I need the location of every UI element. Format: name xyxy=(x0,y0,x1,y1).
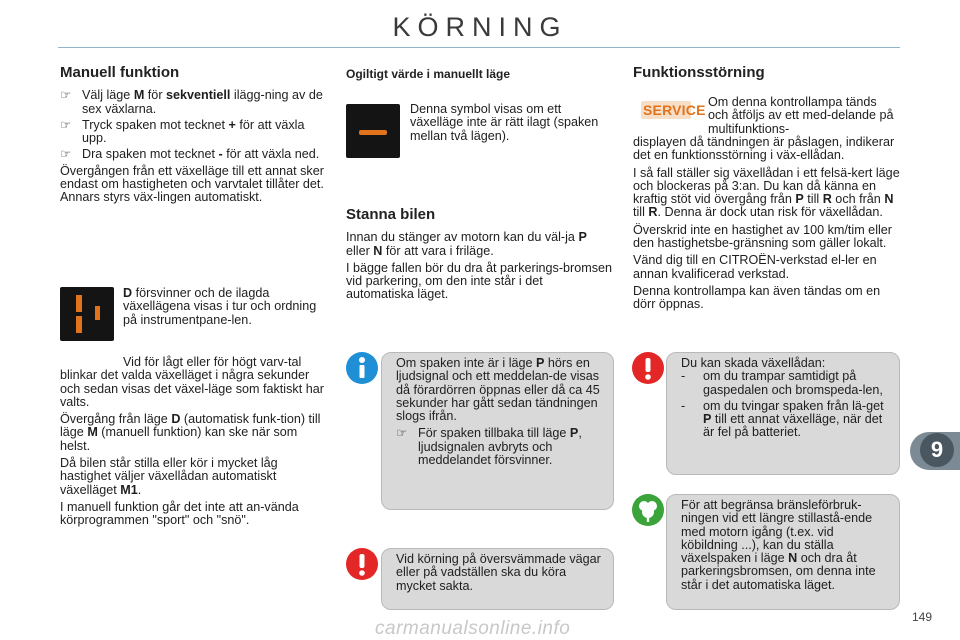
malfunction-intro: Om denna kontrollampa tänds och åtföljs av ett med-delande på multifunktions- xyxy=(708,95,894,136)
list-item: - om du tvingar spaken från lä-get P till ett annat växelläge, när det är fel på batteriet. xyxy=(681,398,884,440)
d-disappears-text: D försvinner och de ilagda växellägena visas i tur och ordning på instrumentpane-len. xyxy=(123,286,317,327)
pointing-hand-icon: ☞ xyxy=(396,426,408,441)
pointing-hand-icon: ☞ xyxy=(60,117,72,132)
paragraph: Överskrid inte en hastighet av 100 km/tim eller den hastighetsbe-gränsning som gäller lokalt. xyxy=(633,222,892,251)
service-warning-lamp-icon: SERVICE xyxy=(643,102,706,118)
left-column xyxy=(60,66,327,209)
chapter-number: 9 xyxy=(920,433,954,467)
invalid-gear-icon xyxy=(346,104,400,158)
info-icon xyxy=(346,352,378,384)
paragraph: I så fall ställer sig växellådan i ett felsä-kert läge och blockeras på 3:an. Du kan då känna en kraftig stöt vid övergång från P till R och från N till R. Denna är dock utan risk för växellådan. xyxy=(633,165,900,220)
paragraph: Innan du stänger av motorn kan du väl-ja P eller N för att vara i friläge. xyxy=(346,230,587,258)
bullet-text: Tryck spaken mot tecknet + för att växla upp. xyxy=(82,117,305,146)
paragraph: Denna kontrollampa kan även tändas om en dörr öppnas. xyxy=(633,283,881,312)
heading-stop-car: Stanna bilen xyxy=(346,206,436,223)
heading-invalid-value: Ogiltigt värde i manuellt läge xyxy=(346,67,511,81)
middle-column xyxy=(346,68,614,81)
paragraph: displayen då tändningen är påslagen, indikerar det en funktionsstörning i väx-ellådan. xyxy=(633,135,895,163)
paragraph: I bägge fallen bör du dra åt parkerings-bromsen vid parkering, om den inte står i det automatiska läget. xyxy=(346,260,613,302)
info-box: Om spaken inte är i läge P hörs en ljudsignal och ett meddelan-de visas då förardörren öppnas eller då ca 45 sekunder har gått sedan tändningen slogs ifrån. ☞ För spaken tillbaka till läge P, ljudsignalen avbryts och meddelandet försvinner. xyxy=(381,352,614,510)
paragraph: Då bilen står stilla eller kör i mycket låg hastighet väljer växellådan automatiskt växelläget M1. xyxy=(60,456,278,497)
header-divider xyxy=(58,47,900,48)
warning-icon xyxy=(632,352,664,384)
bullet-text: Välj läge M för sekventiell ilägg-ning av de sex växlarna. xyxy=(82,88,323,116)
bullet-text: Dra spaken mot tecknet - för att växla ned. xyxy=(82,147,320,162)
eco-tip-box: För att begränsa bränsleförbruk-ningen vid ett längre stillastå-ende med motorn igång (t.ex. vid köbildning ...), kan du ställa växelspaken i läge N och dra åt parkeringsbromsen, om denna inte står i det automatiska läget. xyxy=(666,494,900,610)
paragraph: Övergång från läge D (automatisk funk-tion) till läge M (manuell funktion) kan ske när som helst. xyxy=(60,412,321,453)
list-item xyxy=(60,119,327,146)
heading-manual-mode: Manuell funktion xyxy=(60,64,180,81)
paragraph: Vid för lågt eller för högt varv-tal blinkar det valda växelläget i några sekunder och sedan visas det växel-läge som faktiskt har valts. xyxy=(60,355,324,409)
gear-display-icon xyxy=(60,287,114,341)
list-item xyxy=(60,148,327,161)
pointing-hand-icon: ☞ xyxy=(60,88,72,103)
warning-box-damage: Du kan skada växellådan: - om du trampar samtidigt på gaspedalen och bromspeda-len, - om du tvingar spaken från lä-get P till ett annat växelläge, när det är fel på batteriet. xyxy=(666,352,900,475)
paragraph: Övergången från ett växelläge till ett annat sker endast om hastigheten och varvtalet tillåter det. Annars styrs väx-lingen automatiskt. xyxy=(60,163,324,205)
invalid-value-text: Denna symbol visas om ett växelläge inte är rätt ilagt (spaken mellan två lägen). xyxy=(410,102,599,143)
right-column xyxy=(633,66,900,89)
page-number: 149 xyxy=(912,610,933,624)
list-item: - om du trampar samtidigt på gaspedalen och bromspeda-len, xyxy=(681,369,883,397)
warning-icon xyxy=(346,548,378,580)
warning-box-flooded-roads: Vid körning på översvämmade vägar eller på vadställen ska du köra mycket sakta. xyxy=(381,548,614,610)
malfunction-text xyxy=(633,136,900,316)
chapter-tab xyxy=(910,432,960,470)
stop-section xyxy=(346,208,614,306)
eco-leaf-icon xyxy=(632,494,664,526)
heading-malfunction: Funktionsstörning xyxy=(633,64,765,81)
list-item xyxy=(60,89,327,116)
paragraph: Vänd dig till en CITROËN-verkstad el-ler en annan kvalificerad verkstad. xyxy=(633,253,877,281)
left-column-lower xyxy=(60,356,327,532)
paragraph: I manuell funktion går det inte att an-vända körprogrammen "sport" och "snö". xyxy=(60,499,299,528)
page-title: KÖRNING xyxy=(392,12,568,42)
pointing-hand-icon: ☞ xyxy=(60,147,72,162)
watermark: carmanualsonline.info xyxy=(375,618,571,639)
list-item: ☞ För spaken tillbaka till läge P, ljudsignalen avbryts och meddelandet försvinner. xyxy=(396,426,582,468)
